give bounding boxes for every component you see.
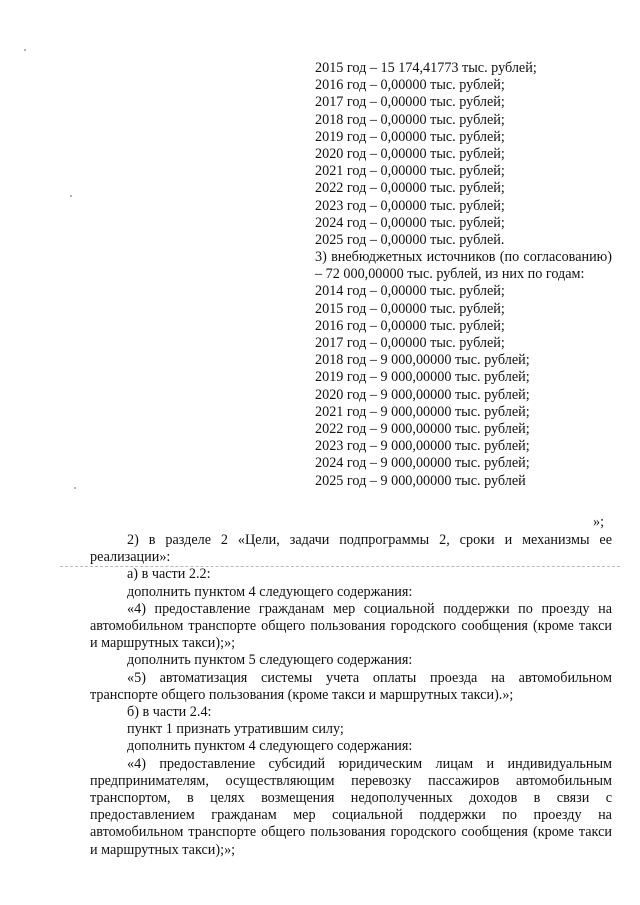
funding-line: 2025 год – 0,00000 тыс. рублей. (315, 231, 505, 248)
funding-line: 2024 год – 0,00000 тыс. рублей; (315, 214, 505, 231)
quote-point-5-paragraph: «5) автоматизация системы учета оплаты проезда на автомобильном транспорте общего пользования (кроме такси и маршрутных такси).»; (90, 669, 612, 703)
item-b-paragraph: б) в части 2.4: (127, 704, 212, 721)
funding-line: 2023 год – 9 000,00000 тыс. рублей; (315, 438, 530, 455)
void-point-1-paragraph: пункт 1 признать утратившим силу; (127, 721, 344, 738)
funding-line: 2019 год – 9 000,00000 тыс. рублей; (315, 369, 530, 386)
funding-line: 2023 год – 0,00000 тыс. рублей; (315, 197, 505, 214)
funding-line: 2015 год – 15 174,41773 тыс. рублей; (315, 60, 537, 76)
funding-line: 2024 год – 9 000,00000 тыс. рублей; (315, 455, 530, 472)
funding-line: 2016 год – 0,00000 тыс. рублей; (315, 77, 505, 94)
funding-line: 2019 год – 0,00000 тыс. рублей; (315, 128, 505, 145)
funding-line: 2020 год – 9 000,00000 тыс. рублей; (315, 386, 530, 403)
funding-line: 2021 год – 9 000,00000 тыс. рублей; (315, 403, 530, 420)
funding-column (315, 60, 612, 490)
scan-speck (24, 49, 26, 51)
scan-speck (74, 487, 76, 489)
funding-line: 2014 год – 0,00000 тыс. рублей; (315, 283, 505, 300)
extrabudget-paragraph: 3) внебюджетных источников (по согласованию) – 72 000,00000 тыс. рублей, из них по годам: (315, 249, 612, 283)
scan-speck (70, 195, 72, 197)
add-point-4-paragraph: дополнить пунктом 4 следующего содержания: (127, 583, 413, 600)
funding-line: 2018 год – 9 000,00000 тыс. рублей; (315, 352, 530, 369)
funding-line: 2020 год – 0,00000 тыс. рублей; (315, 145, 505, 162)
funding-line: 2017 год – 0,00000 тыс. рублей; (315, 335, 505, 352)
funding-line: 2018 год – 0,00000 тыс. рублей; (315, 111, 505, 128)
item-2-paragraph: 2) в разделе 2 «Цели, задачи подпрограммы 2, сроки и механизмы ее реализации»: (90, 532, 612, 566)
funding-line: 2022 год – 0,00000 тыс. рублей; (315, 180, 505, 197)
funding-line: 2022 год – 9 000,00000 тыс. рублей; (315, 420, 530, 437)
document-body (90, 532, 612, 859)
funding-line: 2021 год – 0,00000 тыс. рублей; (315, 163, 505, 180)
item-a-paragraph: а) в части 2.2: (127, 566, 211, 583)
add-point-4b-paragraph: дополнить пунктом 4 следующего содержания: (127, 738, 413, 755)
closing-quote-mark: »; (593, 514, 605, 530)
funding-line: 2016 год – 0,00000 тыс. рублей; (315, 317, 505, 334)
funding-line: 2015 год – 0,00000 тыс. рублей; (315, 300, 505, 317)
funding-line: 2017 год – 0,00000 тыс. рублей; (315, 94, 505, 111)
quote-point-4-paragraph: «4) предоставление гражданам мер социальной поддержки по проезду на автомобильном транспорте общего пользования городского сообщения (кроме такси и маршрутных такси);»; (90, 600, 612, 652)
quote-point-4b-paragraph: «4) предоставление субсидий юридическим лицам и индивидуальным предпринимателям, осуществляющим перевозку пассажиров автомобильным транспортом, в целях возмещения недополученных доходов в связи с предоставлением гражданам мер социальной поддержки по проезду на автомобильном транспорте общего пользования городского сообщения (кроме такси и маршрутных такси);»; (90, 755, 612, 858)
add-point-5-paragraph: дополнить пунктом 5 следующего содержания: (127, 652, 413, 669)
funding-line: 2025 год – 9 000,00000 тыс. рублей (315, 472, 526, 489)
